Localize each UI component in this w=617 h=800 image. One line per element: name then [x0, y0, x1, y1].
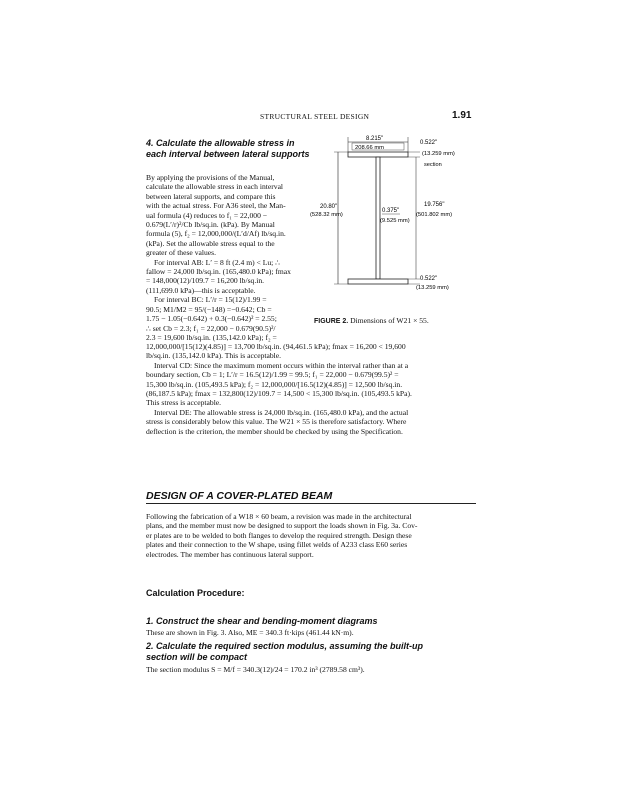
- bot-flange-mm: (13.259 mm): [416, 285, 449, 290]
- narrow-line: ∴ set Cb = 2.3; f₁ = 22,000 − 0.679(90.5)²/: [146, 323, 276, 333]
- step2-heading: 2. Calculate the required section modulus, assuming the built-up section will be compact: [146, 641, 424, 662]
- narrow-line: For interval BC: L′/r = 15(12)/1.99 =: [154, 295, 267, 305]
- intro-line: Following the fabrication of a W18 × 60 beam, a revision was made in the architectural: [146, 512, 412, 521]
- intro-line: electrodes. The member has continuous lateral support.: [146, 549, 314, 559]
- intro-line: er plates are to be welded to both flanges to develop the required strength. Design these: [146, 530, 412, 540]
- narrow-line: greater of these values.: [146, 248, 216, 258]
- section-label: section: [424, 162, 442, 168]
- page-number: 1.91: [452, 110, 472, 121]
- narrow-line: between lateral supports, and compare this: [146, 191, 276, 201]
- running-head: STRUCTURAL STEEL DESIGN: [260, 112, 370, 121]
- narrow-line: (111,699.0 kPa)—this is acceptable.: [146, 285, 256, 295]
- narrow-line: 0.679(L′/r)²/Cb lb/sq.in. (kPa). By Manual: [146, 220, 275, 230]
- depth-mm: (528.32 mm): [310, 212, 343, 218]
- step2-text: The section modulus S = M/f = 340.3(12)/24 = 170.2 in³ (2789.58 cm³).: [146, 665, 365, 674]
- step1-text: These are shown in Fig. 3. Also, ME = 340.3 ft·kips (461.44 kN·m).: [146, 628, 354, 637]
- narrow-line: formula (5), f₂ = 12,000,000/(L′d/Af) lb/sq.in.: [146, 229, 286, 239]
- figure-caption: [314, 316, 429, 325]
- flange-width-in: 8.215": [366, 136, 384, 142]
- caption-label: FIGURE 2.: [314, 318, 349, 325]
- narrow-line: By applying the provisions of the Manual,: [146, 173, 275, 182]
- full-line: Interval DE: The allowable stress is 24,000 lb/sq.in. (165,480.0 kPa), and the actual: [154, 407, 409, 417]
- calc-title: Calculation Procedure:: [146, 588, 245, 598]
- full-line: stress is considerably below this value. The W21 × 55 is therefore satisfactory. Where: [146, 417, 407, 427]
- narrow-line: 90.5; M1/M2 = 95/(−148) =−0.642; Cb =: [146, 304, 272, 314]
- full-line: 15,300 lb/sq.in. (105,493.5 kPa); f₂ = 12,000,000/[16.5(12)(4.85)] = 12,500 lb/sq.in.: [146, 379, 403, 389]
- full-line: Interval CD: Since the maximum moment occurs within the interval rather than at a: [154, 360, 409, 370]
- narrow-line: 2.3 = 19,600 lb/sq.in. (135,142.0 kPa); f₂ =: [146, 332, 277, 342]
- clear-in: 19.756": [424, 202, 445, 208]
- intro-line: plans, and the member must now be designed to support the loads shown in Fig. 3a. Cov-: [146, 521, 418, 531]
- narrow-line: calculate the allowable stress in each interval: [146, 182, 284, 192]
- clear-mm: (501.802 mm): [416, 212, 453, 218]
- narrow-line: For interval AB: L′ = 8 ft (2.4 m) < Lu; ∴: [154, 257, 280, 267]
- full-line: boundary section, Cb = 1; L′/r = 16.5(12)/1.99 = 99.5; f₁ = 22,000 − 0.679(99.5)² =: [146, 370, 399, 380]
- full-line: lb/sq.in. (135,142.0 kPa). This is acceptable.: [146, 351, 282, 361]
- step1-heading: 1. Construct the shear and bending-moment diagrams: [146, 616, 378, 626]
- narrow-line: (kPa). Set the allowable stress equal to the: [146, 238, 275, 248]
- full-line: 12,000,000/[15(12)(4.85)] = 13,700 lb/sq.in. (94,461.5 kPa); fmax = 16,200 < 19,600: [146, 342, 406, 351]
- full-line: (86,187.5 kPa); fmax = 132,800(12)/109.7 = 14,500 < 15,300 lb/sq.in. (105,493.5 kPa).: [146, 389, 412, 399]
- web-in: 0.375": [382, 208, 400, 214]
- caption-text: Dimensions of W21 × 55.: [350, 316, 429, 325]
- bottom-flange: [348, 279, 408, 284]
- step4-heading: 4. Calculate the allowable stress in each interval between lateral supports: [146, 138, 310, 159]
- section-intro: [146, 512, 476, 559]
- step4-full-width: [146, 342, 476, 436]
- flange-thick-in: 0.522": [420, 140, 438, 146]
- narrow-line: = 148,000(12)/109.7 = 16,200 lb/sq.in.: [146, 276, 265, 286]
- narrow-line: fallow = 24,000 lb/sq.in. (165,480.0 kPa); fmax: [146, 267, 291, 277]
- step4-narrow-column: [146, 173, 309, 342]
- bot-flange-in: 0.522": [420, 276, 438, 282]
- flange-thick-mm: (13.259 mm): [422, 151, 455, 157]
- narrow-line: with the actual stress. For A36 steel, the Man-: [146, 201, 286, 211]
- web-mm: (9.525 mm): [380, 218, 410, 224]
- intro-line: plates and their connection to the W shape, using fillet welds of A233 class E60 series: [146, 540, 408, 550]
- section-title: DESIGN OF A COVER-PLATED BEAM: [146, 490, 333, 502]
- full-line: This stress is acceptable.: [146, 398, 222, 408]
- flange-width-mm: 208.66 mm: [355, 145, 384, 151]
- narrow-line: 1.75 − 1.05(−0.642) + 0.3(−0.642)² = 2.55;: [146, 314, 277, 324]
- full-line: deflection is the criterion, the member should be checked by using the Specification.: [146, 426, 403, 436]
- figure-w21-section: [308, 132, 488, 290]
- depth-in: 20.80": [320, 204, 338, 210]
- top-flange: [348, 152, 408, 157]
- section-rule: [146, 503, 476, 504]
- narrow-line: ual formula (4) reduces to f₁ = 22,000 −: [146, 210, 268, 220]
